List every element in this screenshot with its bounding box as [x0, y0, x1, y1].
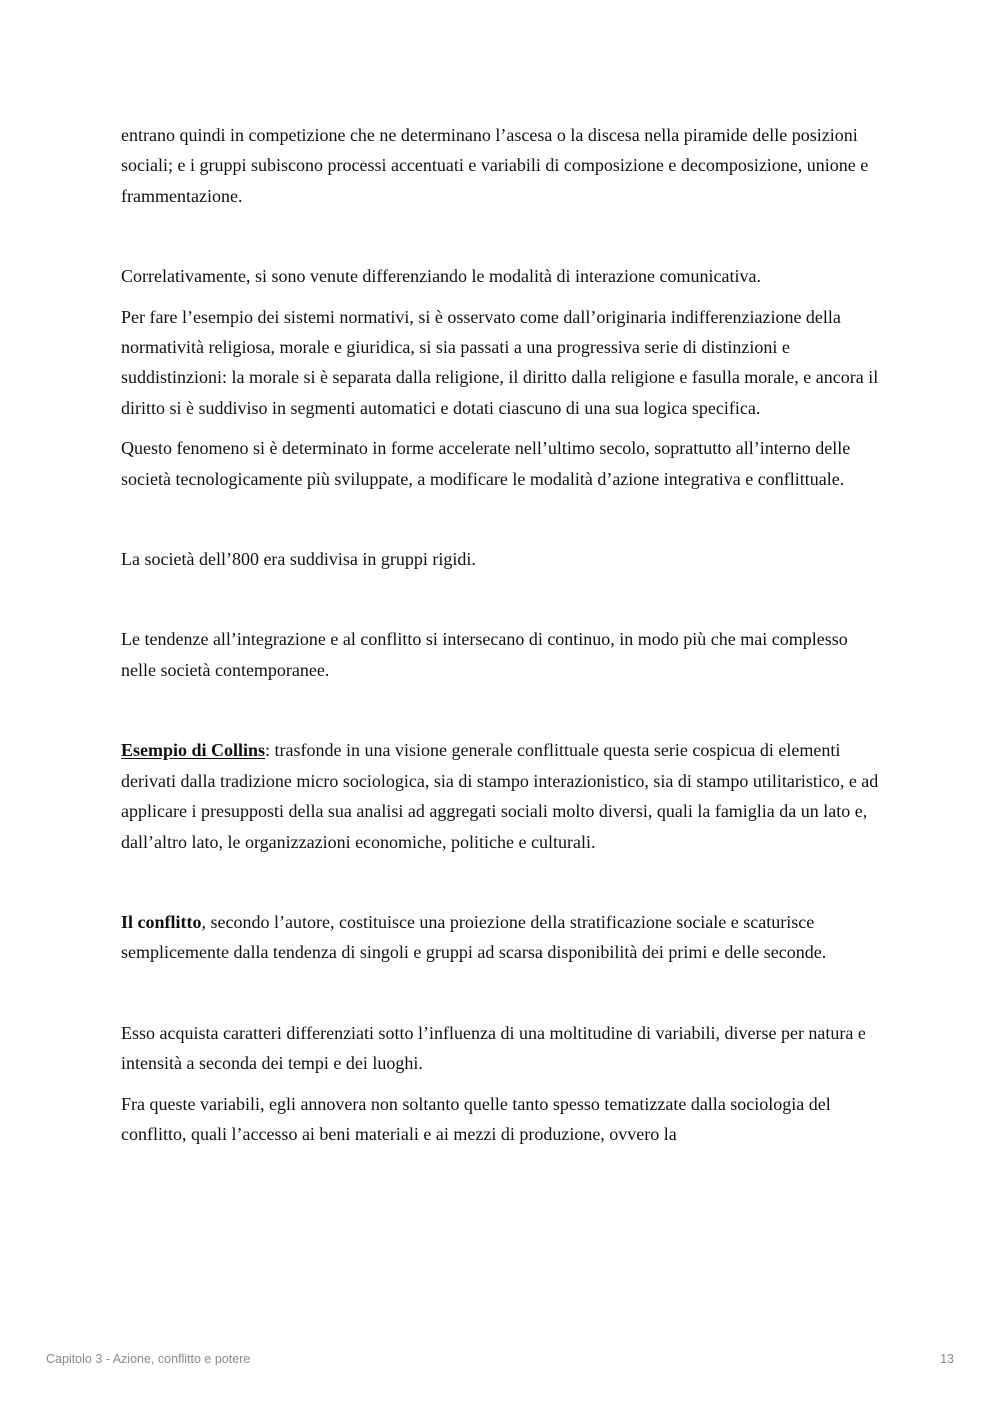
conflitto-term: Il conflitto [121, 911, 202, 932]
paragraph: Fra queste variabili, egli annovera non soltanto quelle tanto spesso tematizzate dalla sociologia del conflitto, quali l’accesso ai beni materiali e ai mezzi di produzione, ovvero la [121, 1093, 831, 1144]
footer-chapter-title: Capitolo 3 - Azione, conflitto e potere [46, 1352, 251, 1366]
document-body [121, 120, 881, 1149]
paragraph: Esso acquista caratteri differenziati sotto l’influenza di una moltitudine di variabili, diverse per natura e intensità a seconda dei tempi e dei luoghi. [121, 1022, 866, 1074]
collins-heading: Esempio di Collins [121, 740, 266, 761]
paragraph: Correlativamente, si sono venute differenziando le modalità di interazione comunicativa. [121, 266, 761, 287]
paragraph: Le tendenze all’integrazione e al conflitto si intersecano di continuo, in modo più che mai complesso nelle società contemporanee. [121, 629, 848, 680]
paragraph: Questo fenomeno si è determinato in forme accelerate nell’ultimo secolo, soprattutto all’interno delle società tecnologicamente più sviluppate, a modificare le modalità d’azione integrativa e conflittuale. [121, 438, 851, 489]
paragraph-conflitto [121, 907, 881, 968]
conflitto-text: , secondo l’autore, costituisce una proiezione della stratificazione sociale e scaturisce semplicemente dalla tendenza di singoli e gruppi ad scarsa disponibilità dei primi e delle seconde. [121, 911, 827, 963]
paragraph: Per fare l’esempio dei sistemi normativi, si è osservato come dall’originaria indifferenziazione della normatività religiosa, morale e giuridica, si sia passati a una progressiva serie di distinzioni e suddistinzioni: la morale si è separata dalla religione, il diritto dalla religione e fasulla morale, e ancora il diritto si è suddiviso in segmenti automatici e dotati ciascuno di una sua logica specifica. [121, 306, 879, 418]
footer-page-number: 13 [940, 1352, 954, 1366]
collins-text: : trasfonde in una visione generale conflittuale questa serie cospicua di elementi derivati dalla tradizione micro sociologica, sia di stampo interazionistico, sia di stampo utilitaristico, e ad applicare i presupposti della sua analisi ad aggregati sociali molto diversi, quali la famiglia da un lato e, dall’altro lato, le organizzazioni economiche, politiche e culturali. [121, 740, 879, 852]
paragraph: entrano quindi in competizione che ne determinano l’ascesa o la discesa nella piramide delle posizioni sociali; e i gruppi subiscono processi accentuati e variabili di composizione e decomposizione, unione e frammentazione. [121, 125, 869, 206]
paragraph: La società dell’800 era suddivisa in gruppi rigidi. [121, 549, 476, 570]
paragraph-collins [121, 735, 881, 857]
